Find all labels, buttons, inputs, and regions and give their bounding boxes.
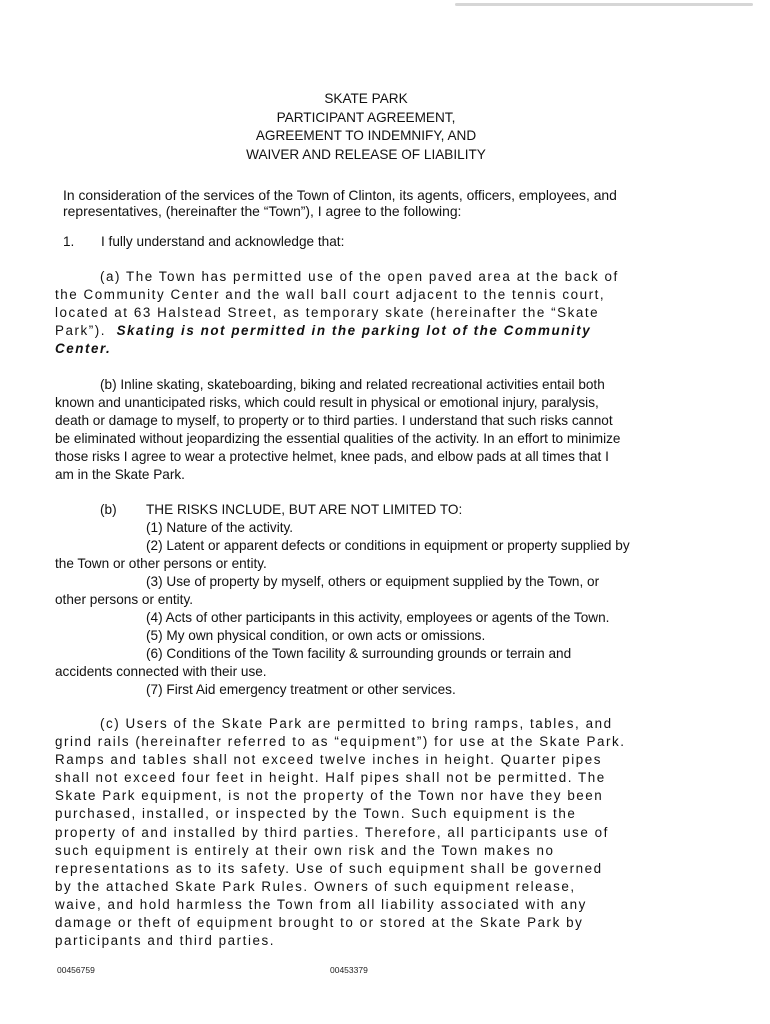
risk-item: (4) Acts of other participants in this activity, employees or agents of the Town.	[146, 610, 610, 625]
paragraph-a-line: the Community Center and the wall ball court adjacent to the tennis court,	[55, 287, 606, 303]
risk-item: (3) Use of property by myself, others or equipment supplied by the Town, or	[146, 574, 600, 589]
item-1-text: I fully understand and acknowledge that:	[101, 234, 345, 249]
paragraph-c-line: Ramps and tables shall not exceed twelve inches in height. Quarter pipes	[55, 752, 603, 768]
paragraph-c-line: by the attached Skate Park Rules. Owners of such equipment release,	[55, 878, 576, 894]
title-line: WAIVER AND RELEASE OF LIABILITY	[246, 146, 486, 162]
document-title	[0, 90, 732, 164]
paragraph-a	[55, 268, 619, 358]
risk-item: (7) First Aid emergency treatment or other services.	[146, 682, 456, 697]
paragraph-c-line: grind rails (hereinafter referred to as “equipment”) for use at the Skate Park.	[55, 734, 626, 750]
paragraph-b-line: am in the Skate Park.	[55, 467, 185, 483]
title-line: PARTICIPANT AGREEMENT,	[276, 109, 456, 125]
paragraph-c-line: purchased, installed, or inspected by the Town. Such equipment is the	[55, 806, 577, 822]
title-line: AGREEMENT TO INDEMNIFY, AND	[255, 128, 477, 144]
paragraph-b-line: known and unanticipated risks, which could result in physical or emotional injury, paralysis,	[55, 395, 599, 411]
paragraph-c-line: waive, and hold harmless the Town from all liability associated with any	[55, 896, 587, 912]
paragraph-b-line: death or damage to myself, to property or to third parties. I understand that such risks cannot	[55, 413, 613, 429]
paragraph-c-line: representations as to its safety. Use of such equipment shall be governed	[55, 860, 603, 876]
risks-heading: THE RISKS INCLUDE, BUT ARE NOT LIMITED TO:	[146, 502, 463, 517]
paragraph-b-risks	[55, 376, 620, 485]
parking-lot-warning-end: Center.	[55, 341, 112, 357]
risk-item: (6) Conditions of the Town facility & surrounding grounds or terrain and	[146, 646, 572, 661]
risks-label: (b)	[100, 502, 117, 517]
risk-item: (2) Latent or apparent defects or conditions in equipment or property supplied by	[146, 538, 630, 553]
paragraph-c	[55, 715, 626, 950]
intro-paragraph	[63, 187, 617, 219]
risk-item: (5) My own physical condition, or own acts or omissions.	[146, 628, 486, 643]
parking-lot-warning: Skating is not permitted in the parking lot of the Community	[116, 323, 592, 339]
footer-doc-number-left: 00456759	[57, 965, 95, 975]
paragraph-a-line: (a) The Town has permitted use of the open paved area at the back of	[100, 269, 619, 284]
footer-doc-number-right: 00453379	[330, 965, 368, 975]
item-1-number: 1.	[63, 234, 75, 249]
paragraph-b-line: be eliminated without jeopardizing the essential qualities of the activity. In an effort to minimize	[55, 431, 621, 447]
intro-line: representatives, (hereinafter the “Town”), I agree to the following:	[63, 203, 462, 219]
scroll-indicator	[455, 3, 753, 6]
title-line: SKATE PARK	[324, 91, 408, 106]
paragraph-c-line: property of and installed by third parties. Therefore, all participants use of	[55, 824, 609, 840]
intro-line: In consideration of the services of the Town of Clinton, its agents, officers, employees, and	[63, 187, 617, 203]
paragraph-c-line: damage or theft of equipment brought to or stored at the Skate Park by	[55, 915, 584, 931]
paragraph-c-line: Skate Park equipment, is not the property of the Town nor have they been	[55, 788, 604, 804]
paragraph-c-line: (c) Users of the Skate Park are permitted to bring ramps, tables, and	[100, 716, 613, 731]
paragraph-c-line: shall not exceed four feet in height. Half pipes shall not be permitted. The	[55, 770, 606, 786]
paragraph-c-line: such equipment is entirely at their own risk and the Town makes no	[55, 842, 555, 858]
risk-item-continued: the Town or other persons or entity.	[55, 556, 267, 571]
paragraph-a-line: located at 63 Halstead Street, as temporary skate (hereinafter the “Skate	[55, 305, 600, 321]
risk-item-continued: accidents connected with their use.	[55, 664, 267, 679]
paragraph-c-line: participants and third parties.	[55, 933, 275, 949]
paragraph-a-plain: Park”).	[55, 323, 117, 339]
paragraph-b-line: those risks I agree to wear a protective helmet, knee pads, and elbow pads at all times that I	[55, 449, 609, 465]
risk-item-continued: other persons or entity.	[55, 592, 194, 607]
risk-item: (1) Nature of the activity.	[146, 520, 294, 535]
paragraph-b-line: (b) Inline skating, skateboarding, biking and related recreational activities entail both	[100, 377, 605, 392]
paragraph-a-line-4	[55, 322, 619, 340]
